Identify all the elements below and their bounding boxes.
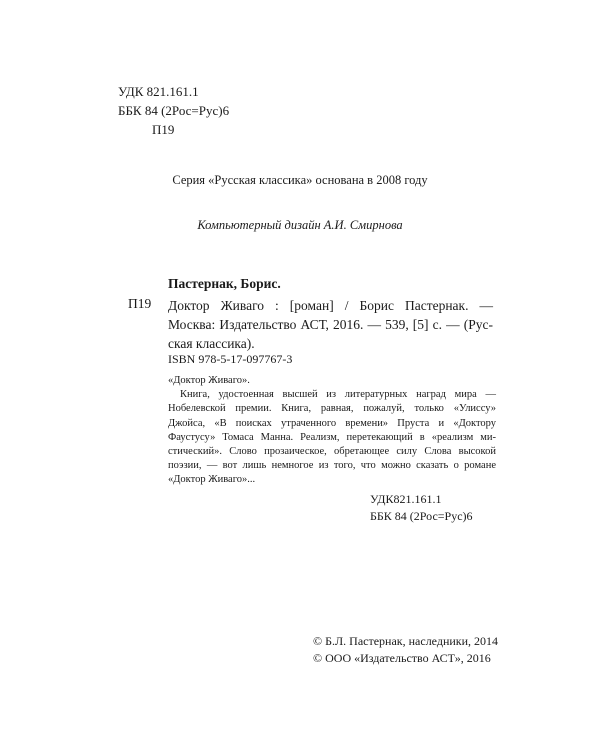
annotation-line: Книга, удостоенная высшей из литературных наград мира — [180,389,496,401]
card-bbk-code: ББК 84 (2Рос=Рус)6 [370,509,473,523]
card-classification [370,491,473,525]
copyright-line: © ООО «Издательство АСТ», 2016 [313,651,491,665]
copyright-line: © Б.Л. Пастернак, наследники, 2014 [313,634,499,648]
annotation-line: поэзии, — вот лишь немногое из того, что можно сказать о романе [168,460,496,472]
bib-line: Доктор Живаго : [роман] / Борис Пастернак. — [168,298,493,313]
bibliographic-description [168,296,493,353]
udk-code: УДК 821.161.1 [118,84,199,99]
annotation-line: «Доктор Живаго». [168,375,250,386]
annotation [168,374,496,488]
series-note: Серия «Русская классика» основана в 2008 году [172,173,428,187]
bbk-code: ББК 84 (2Рос=Рус)6 [118,103,230,118]
bib-line: Москва: Издательство АСТ, 2016. — 539, [5] с. — (Рус- [168,317,493,332]
copyright-block [313,633,498,667]
classification-block [118,82,229,139]
card-udk-code: УДК821.161.1 [370,492,442,506]
isbn: ISBN 978-5-17-097767-3 [168,352,293,366]
annotation-line: «Доктор Живаго»... [168,474,256,486]
annotation-line: стический». Слово прозаическое, обретающее силу Слова высокой [168,446,496,458]
annotation-line: Джойса, «В поисках утраченного времени» Пруста и «Доктору [168,417,496,429]
annotation-line: Нобелевской премии. Книга, равная, пожалуй, только «Улиссу» [168,403,496,415]
author-mark: П19 [152,122,175,137]
catalog-author-heading: Пастернак, Борис. [168,276,281,291]
bib-line: ская классика). [168,336,255,351]
catalog-author-mark: П19 [128,296,152,311]
design-credit: Компьютерный дизайн А.И. Смирнова [197,218,403,232]
annotation-line: Фаустусу» Томаса Манна. Реализм, перетекающий в «реализм ми- [168,431,496,443]
